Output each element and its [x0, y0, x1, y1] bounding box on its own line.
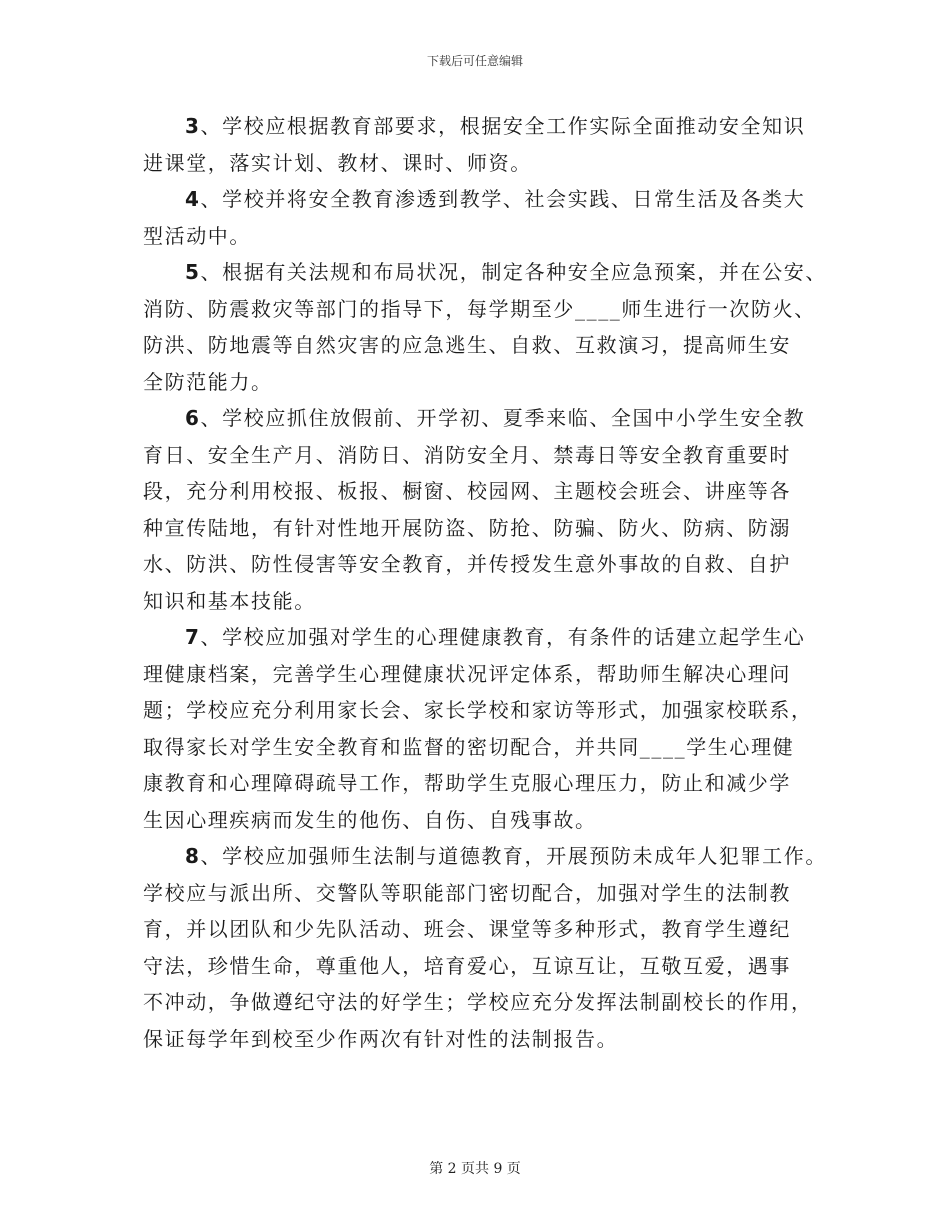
item-number: 4: [185, 187, 201, 211]
paragraph-line: [143, 108, 843, 145]
line-text: 、学校应加强对学生的心理健康教育，有条件的话建立起学生心: [200, 625, 806, 649]
paragraph-5: [143, 254, 843, 400]
line-text: 、根据有关法规和布局状况，制定各种安全应急预案，并在公安、: [200, 260, 827, 284]
item-number: 3: [185, 114, 201, 138]
paragraph-line: 康教育和心理障碍疏导工作，帮助学生克服心理压力，防止和减少学: [143, 771, 791, 795]
paragraph-line: 保证每学年到校至少作两次有针对性的法制报告。: [143, 1026, 619, 1051]
item-number: 6: [185, 406, 201, 430]
item-number: 7: [185, 625, 201, 649]
paragraph-line: 题；学校应充分利用家长会、家长学校和家访等形式，加强家校联系，: [143, 698, 813, 722]
line-text: 、学校应加强师生法制与道德教育，开展预防未成年人犯罪工作。: [200, 844, 827, 868]
line-text: 、学校应抓住放假前、开学初、夏季来临、全国中小学生安全教: [200, 406, 806, 430]
paragraph-4: [143, 181, 843, 254]
paragraph-line: [143, 838, 843, 875]
paragraph-line: 型活动中。: [143, 223, 251, 248]
paragraph-line: 育，并以团队和少先队活动、班会、课堂等多种形式，教育学生遵纪: [143, 917, 791, 941]
page-footer: 第 2 页共 9 页: [429, 1161, 521, 1177]
paragraph-6: [143, 400, 843, 619]
document-body: [143, 108, 843, 1057]
paragraph-line: 育日、安全生产月、消防日、消防安全月、禁毒日等安全教育重要时: [143, 442, 791, 467]
paragraph-line: 水、防洪、防性侵害等安全教育，并传授发生意外事故的自救、自护: [143, 552, 791, 576]
paragraph-8: [143, 838, 843, 1057]
paragraph-line: 全防范能力。: [143, 369, 273, 394]
paragraph-line: 守法，珍惜生命，尊重他人，培育爱心，互谅互让，互敬互爱，遇事: [143, 953, 791, 978]
item-number: 5: [185, 260, 201, 284]
line-text: 、学校应根据教育部要求，根据安全工作实际全面推动安全知识: [200, 114, 806, 138]
item-number: 8: [185, 844, 201, 868]
paragraph-line: [143, 400, 843, 437]
paragraph-line: 防洪、防地震等自然灾害的应急逃生、自救、互救演习，提高师生安: [143, 333, 791, 357]
paragraph-3: [143, 108, 843, 181]
paragraph-line: 消防、防震救灾等部门的指导下，每学期至少____师生进行一次防火、: [143, 296, 816, 321]
paragraph-line: 学校应与派出所、交警队等职能部门密切配合，加强对学生的法制教: [143, 880, 791, 905]
paragraph-line: [143, 181, 843, 218]
line-text: 、学校并将安全教育渗透到教学、社会实践、日常生活及各类大: [200, 187, 806, 211]
page-header: 下载后可任意编辑: [426, 54, 523, 68]
paragraph-line: [143, 619, 843, 656]
paragraph-line: 取得家长对学生安全教育和监督的密切配合，并共同____学生心理健: [143, 734, 795, 759]
paragraph-line: 种宣传陆地，有针对性地开展防盗、防抢、防骗、防火、防病、防溺: [143, 515, 791, 540]
paragraph-line: 进课堂，落实计划、教材、课时、师资。: [143, 150, 532, 175]
paragraph-line: 不冲动，争做遵纪守法的好学生；学校应充分发挥法制副校长的作用，: [143, 990, 813, 1014]
paragraph-line: [143, 254, 843, 291]
paragraph-line: 生因心理疾病而发生的他伤、自伤、自残事故。: [143, 807, 597, 832]
paragraph-7: [143, 619, 843, 838]
paragraph-line: 知识和基本技能。: [143, 588, 316, 613]
paragraph-line: 段，充分利用校报、板报、橱窗、校园网、主题校会班会、讲座等各: [143, 479, 791, 503]
paragraph-line: 理健康档案，完善学生心理健康状况评定体系，帮助师生解决心理问: [143, 661, 791, 686]
